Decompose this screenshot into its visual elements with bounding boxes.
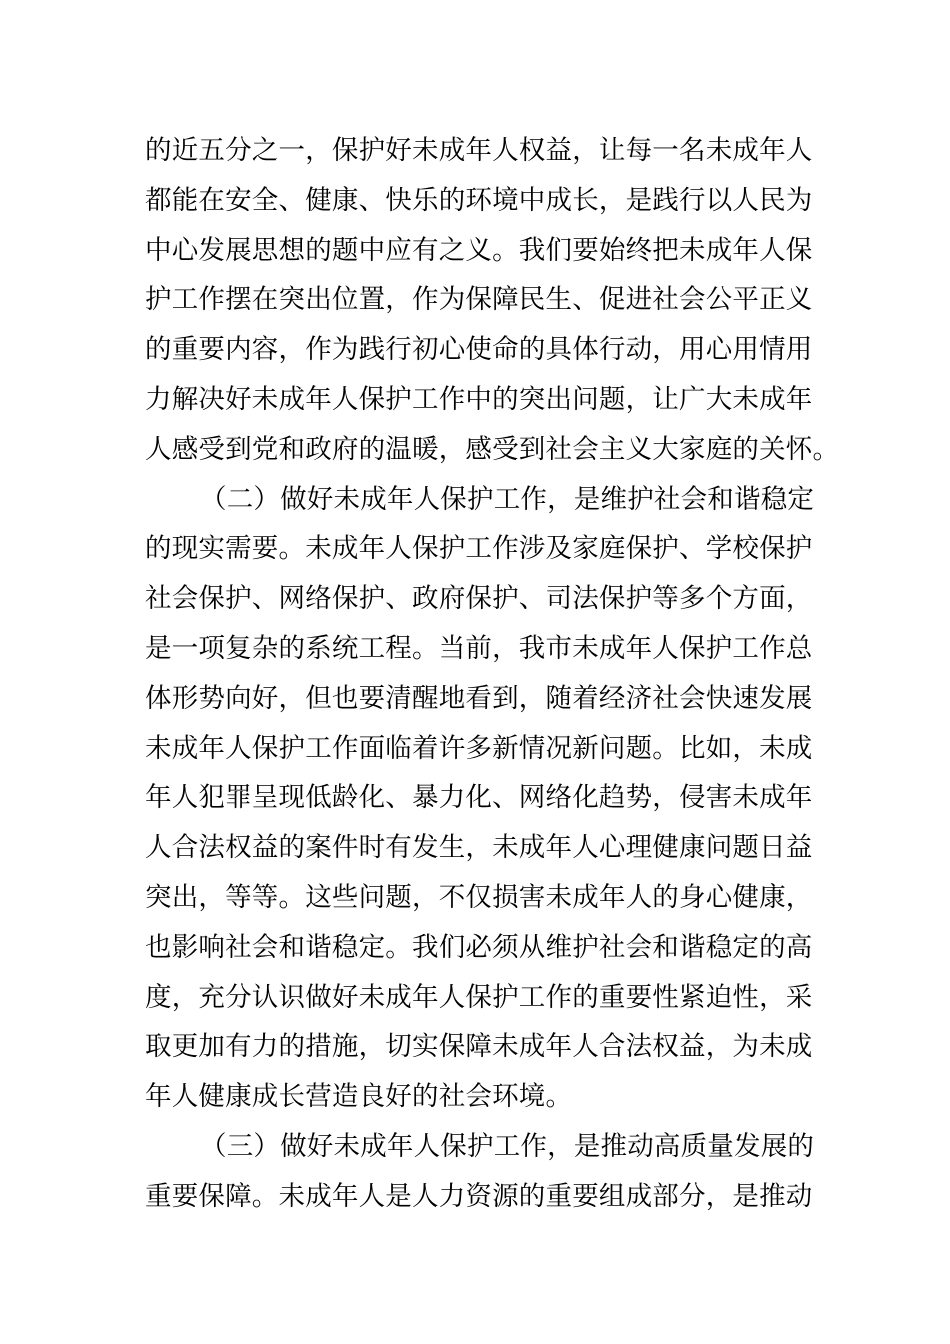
text-line: 社会保护、网络保护、政府保护、司法保护等多个方面， bbox=[145, 583, 813, 615]
text-line: 都能在安全、健康、快乐的环境中成长，是践行以人民为 bbox=[145, 184, 813, 216]
text-line: 体形势向好，但也要清醒地看到，随着经济社会快速发展 bbox=[145, 682, 813, 714]
text-line: 的重要内容，作为践行初心使命的具体行动，用心用情用 bbox=[145, 334, 813, 366]
text-line: 也影响社会和谐稳定。我们必须从维护社会和谐稳定的高 bbox=[145, 931, 813, 963]
text-line: 的近五分之一，保护好未成年人权益，让每一名未成年人 bbox=[145, 135, 813, 166]
text-line: 年人健康成长营造良好的社会环境。 bbox=[145, 1081, 573, 1113]
text-line: 未成年人保护工作面临着许多新情况新问题。比如，未成 bbox=[145, 732, 813, 764]
text-line: 中心发展思想的题中应有之义。我们要始终把未成年人保 bbox=[145, 234, 813, 266]
text-line: 重要保障。未成年人是人力资源的重要组成部分，是推动 bbox=[145, 1180, 813, 1212]
text-line: 取更加有力的措施，切实保障未成年人合法权益，为未成 bbox=[145, 1031, 813, 1063]
text-line: 度，充分认识做好未成年人保护工作的重要性紧迫性，采 bbox=[145, 981, 813, 1013]
text-line: 人合法权益的案件时有发生，未成年人心理健康问题日益 bbox=[145, 832, 813, 864]
section-heading-line: （二）做好未成年人保护工作，是维护社会和谐稳定 bbox=[200, 483, 815, 515]
section-heading-line: （三）做好未成年人保护工作，是推动高质量发展的 bbox=[200, 1130, 815, 1162]
text-line: 突出，等等。这些问题，不仅损害未成年人的身心健康， bbox=[145, 881, 813, 913]
text-line: 是一项复杂的系统工程。当前，我市未成年人保护工作总 bbox=[145, 632, 813, 664]
text-line: 的现实需要。未成年人保护工作涉及家庭保护、学校保护 bbox=[145, 533, 813, 565]
text-line: 力解决好未成年人保护工作中的突出问题，让广大未成年 bbox=[145, 383, 813, 415]
body-text bbox=[145, 126, 840, 1222]
text-line: 护工作摆在突出位置，作为保障民生、促进社会公平正义 bbox=[145, 284, 813, 316]
text-line: 年人犯罪呈现低龄化、暴力化、网络化趋势，侵害未成年 bbox=[145, 782, 813, 814]
text-line: 人感受到党和政府的温暖，感受到社会主义大家庭的关怀。 bbox=[145, 433, 840, 465]
